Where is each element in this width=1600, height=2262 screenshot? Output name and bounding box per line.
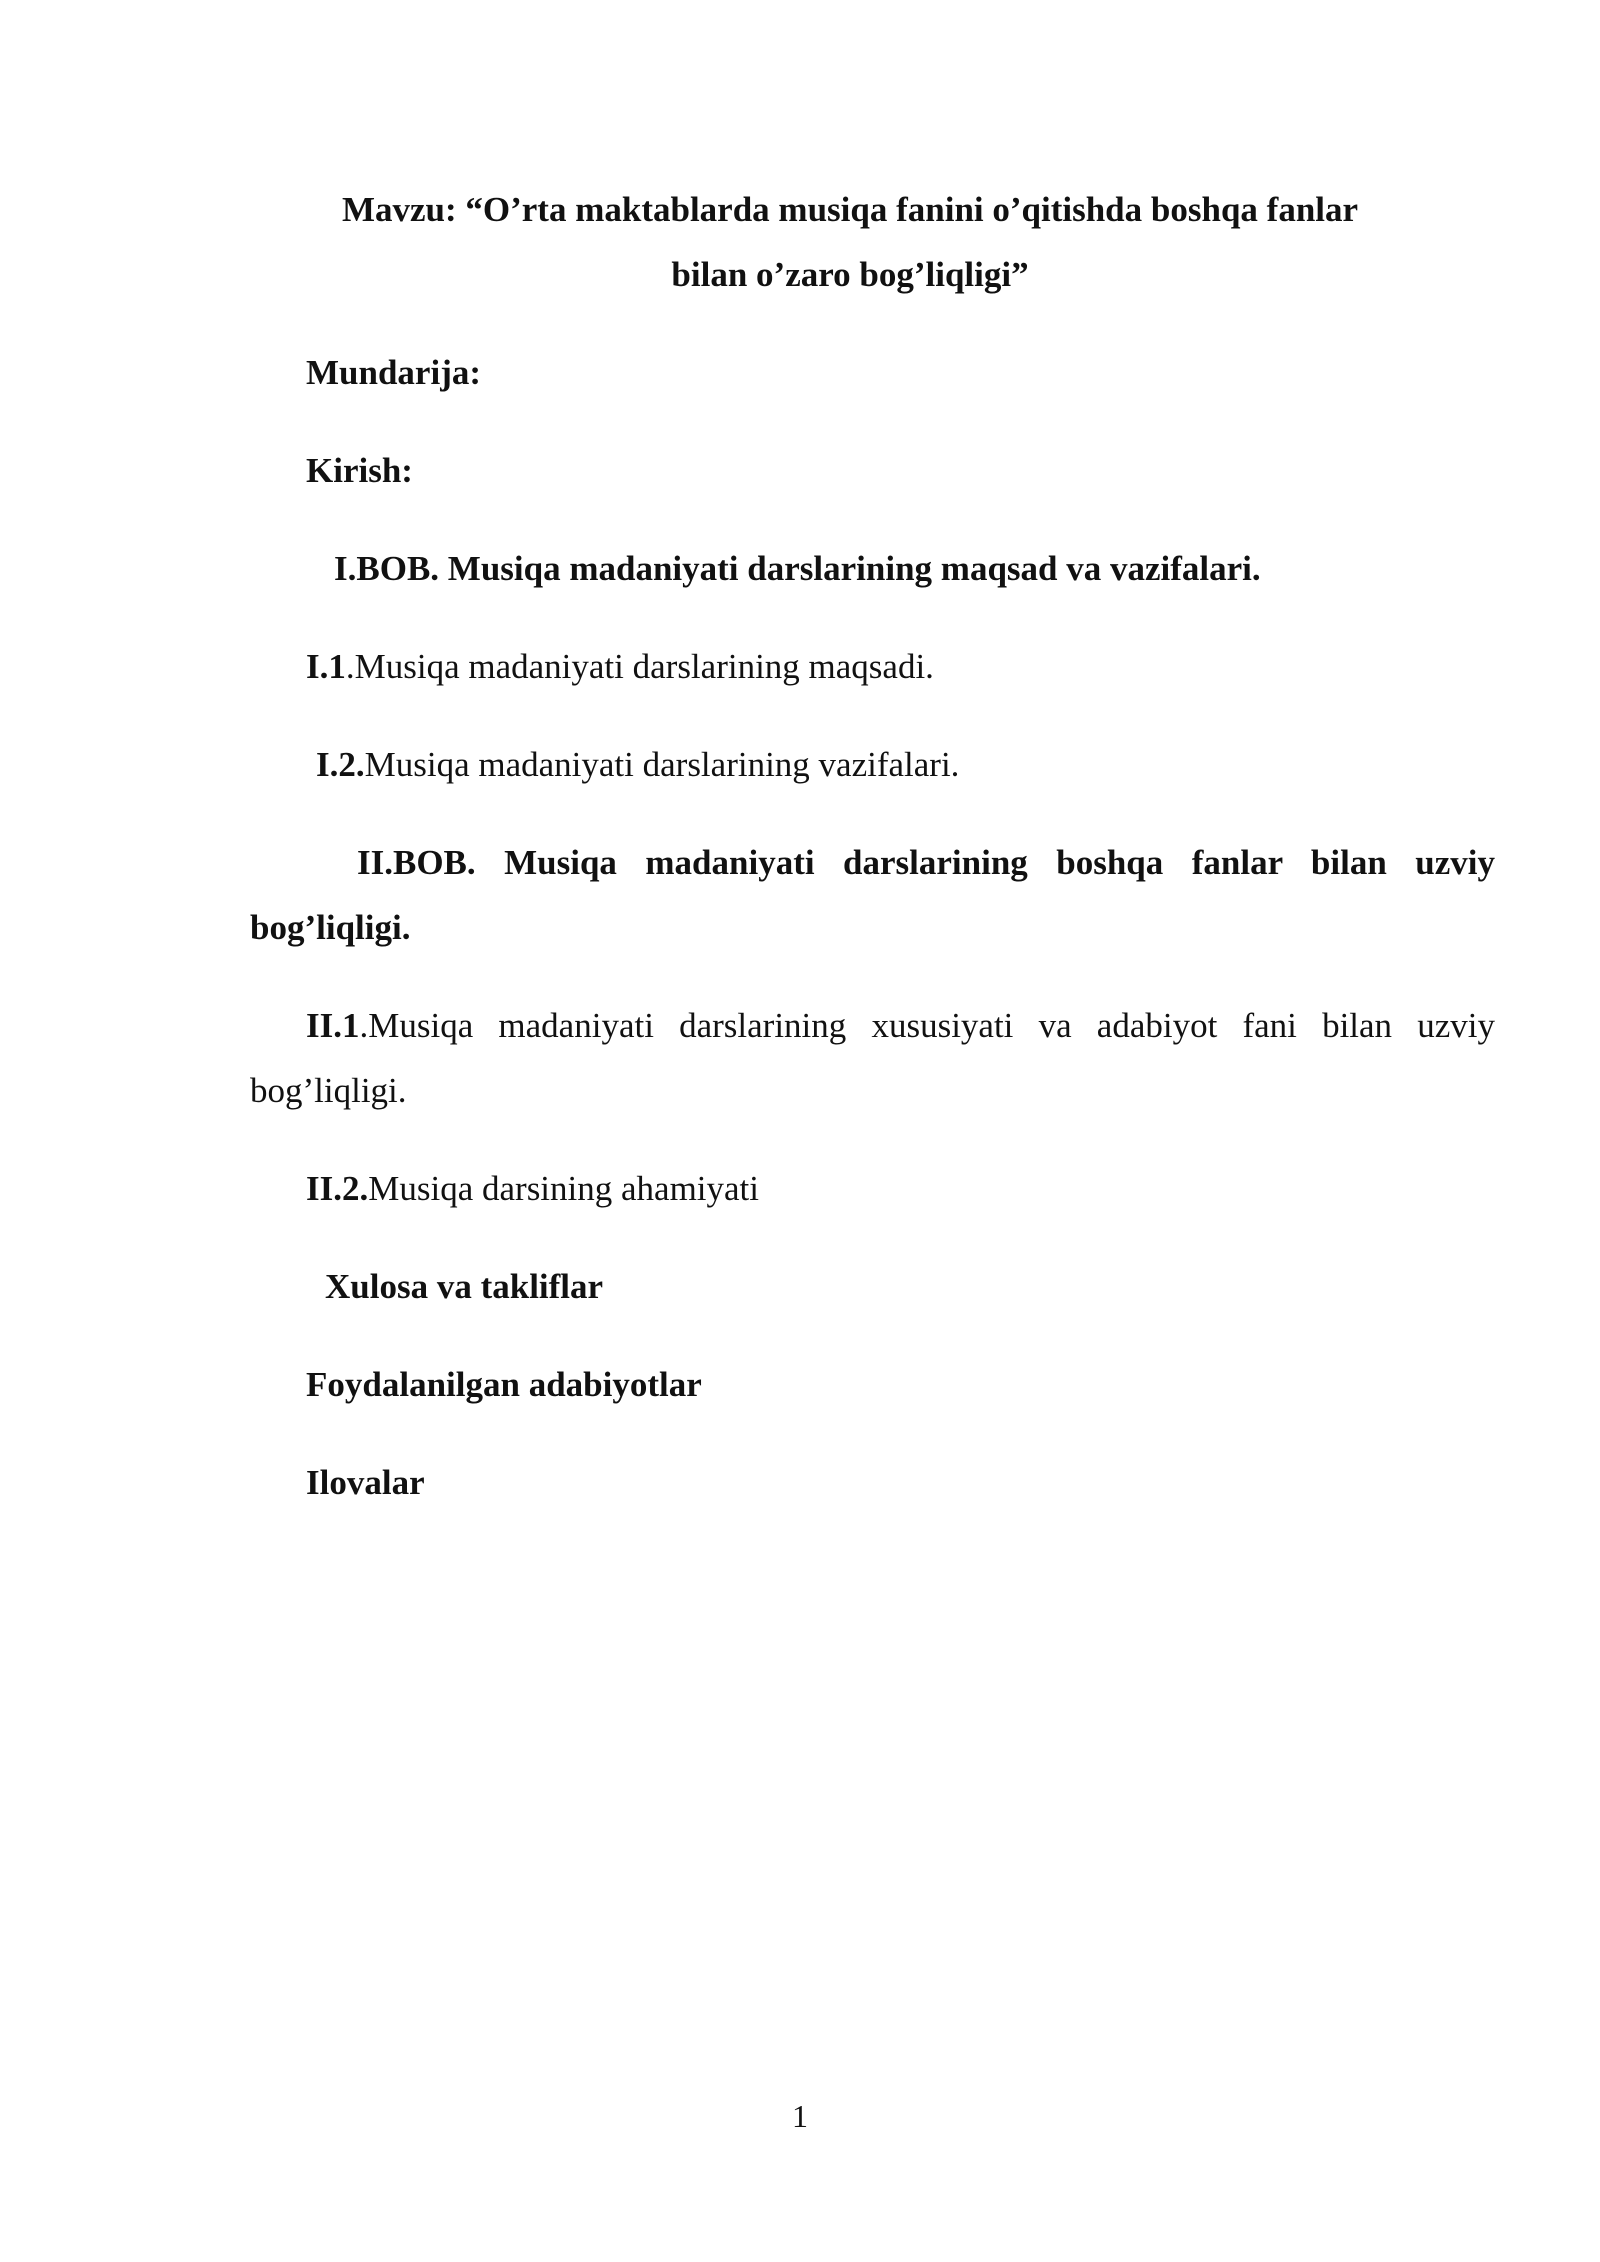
- toc-references: Foydalanilgan adabiyotlar: [306, 1365, 702, 1404]
- section-number: II.1: [306, 1006, 360, 1045]
- toc-section-2-1-line-2: bog’liqligi.: [250, 1071, 407, 1110]
- document-title-line-1: Mavzu: “O’rta maktablarda musiqa fanini o’qitishda boshqa fanlar: [341, 190, 1359, 229]
- toc-chapter-1-heading: I.BOB. Musiqa madaniyati darslarining maqsad va vazifalari.: [334, 549, 1261, 588]
- toc-section-1-1: [306, 649, 934, 684]
- toc-chapter-2-heading-line-2: bog’liqligi.: [250, 908, 411, 947]
- page-number: 1: [792, 2098, 808, 2134]
- toc-section-1-2: [316, 747, 959, 782]
- section-number: II.2.: [306, 1169, 369, 1208]
- section-number: I.1: [306, 647, 346, 686]
- document-title-line-2: bilan o’zaro bog’liqligi”: [671, 255, 1029, 294]
- section-title: .Musiqa madaniyati darslarining xususiyati va adabiyot fani bilan uzviy: [359, 1006, 1495, 1045]
- toc-section-2-2: [306, 1171, 759, 1206]
- toc-conclusion: Xulosa va takliflar: [325, 1267, 604, 1306]
- section-title: Musiqa madaniyati darslarining vazifalari.: [364, 745, 960, 784]
- section-title: Musiqa darsining ahamiyati: [368, 1169, 760, 1208]
- toc-intro: Kirish:: [306, 451, 413, 490]
- toc-appendices: Ilovalar: [306, 1463, 425, 1502]
- toc-section-2-1-line-1: [306, 1008, 1495, 1043]
- section-number: I.2.: [316, 745, 365, 784]
- toc-heading: Mundarija:: [306, 353, 481, 392]
- toc-chapter-2-heading-line-1: II.BOB. Musiqa madaniyati darslarining boshqa fanlar bilan uzviy: [357, 843, 1495, 882]
- section-title: .Musiqa madaniyati darslarining maqsadi.: [345, 647, 934, 686]
